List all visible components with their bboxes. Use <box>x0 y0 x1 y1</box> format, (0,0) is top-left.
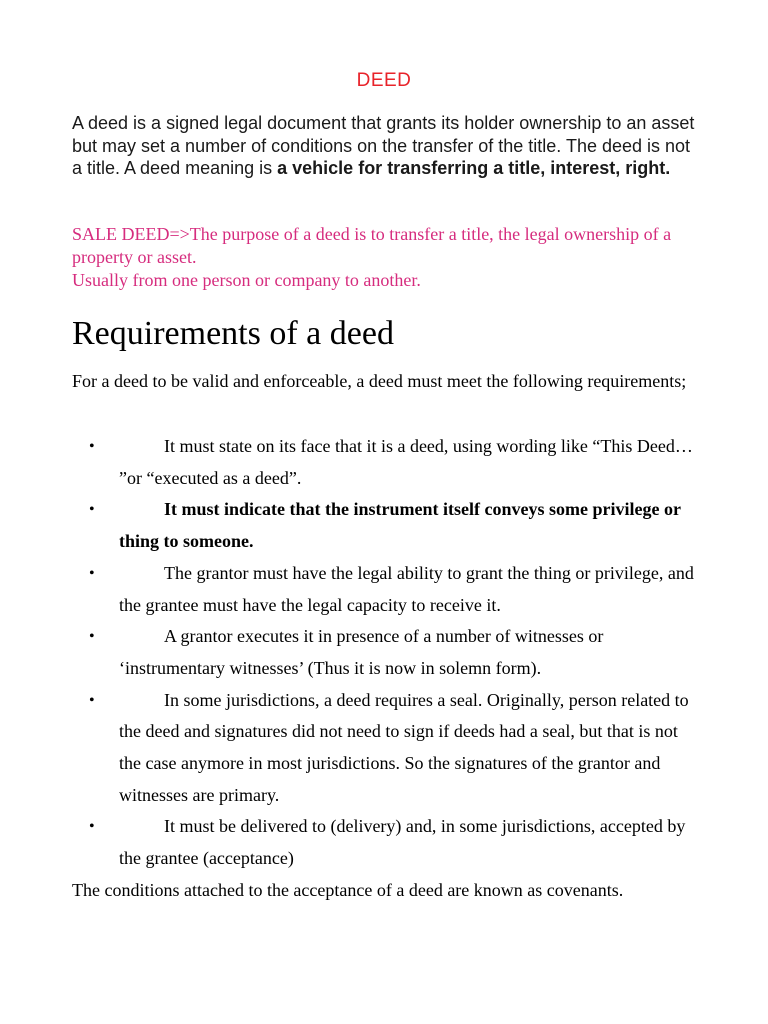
bullet-icon: • <box>89 438 95 455</box>
sale-deed-line: Usually from one person or company to another. <box>72 270 421 290</box>
requirement-text: A grantor executes it in presence of a number of witnesses or ‘instrumentary witnesses’ (Thus it is now in solemn form). <box>119 626 604 678</box>
requirements-heading: Requirements of a deed <box>72 315 394 352</box>
intro-emphasis: a vehicle for transferring a title, interest, right. <box>277 158 671 178</box>
requirement-text: It must indicate that the instrument itself conveys some privilege or thing to someone. <box>119 499 681 552</box>
requirement-item <box>72 431 702 494</box>
document-title: DEED <box>356 70 412 91</box>
intro-text: A deed is a signed legal document that grants its holder ownership to an asset but may set a number of conditions on the transfer of the title. The deed is not a title. A deed meaning is <box>72 113 695 178</box>
sale-deed-paragraph <box>72 223 702 292</box>
requirement-item <box>72 558 702 621</box>
bullet-icon: • <box>89 691 95 709</box>
requirement-item <box>72 494 702 557</box>
requirement-text: It must state on its face that it is a deed, using wording like “This Deed… ”or “executed as a deed”. <box>119 436 693 488</box>
bullet-icon: • <box>89 818 95 836</box>
bullet-icon: • <box>89 564 95 582</box>
requirement-item <box>72 621 702 684</box>
requirement-item <box>72 685 702 812</box>
requirement-text: In some jurisdictions, a deed requires a seal. Originally, person related to the deed and signatures did not need to sign if deeds had a seal, but that is not the case anymore in most jurisdictions. So the signatures of the grantor and witnesses are primary. <box>119 689 689 805</box>
bullet-icon: • <box>89 501 95 519</box>
sale-deed-line: SALE DEED=>The purpose of a deed is to transfer a title, the legal ownership of a property or asset. <box>72 224 672 267</box>
intro-paragraph <box>72 112 702 180</box>
requirement-text: The grantor must have the legal ability to grant the thing or privilege, and the grantee must have the legal capacity to receive it. <box>119 562 694 615</box>
requirement-item <box>72 811 702 874</box>
bullet-icon: • <box>89 628 95 646</box>
requirement-text: It must be delivered to (delivery) and, in some jurisdictions, accepted by the grantee (acceptance) <box>119 816 686 869</box>
requirements-lead: For a deed to be valid and enforceable, a deed must meet the following requirements; <box>72 371 687 391</box>
closing-paragraph: The conditions attached to the acceptance of a deed are known as covenants. <box>72 880 624 900</box>
requirements-list <box>72 431 702 875</box>
